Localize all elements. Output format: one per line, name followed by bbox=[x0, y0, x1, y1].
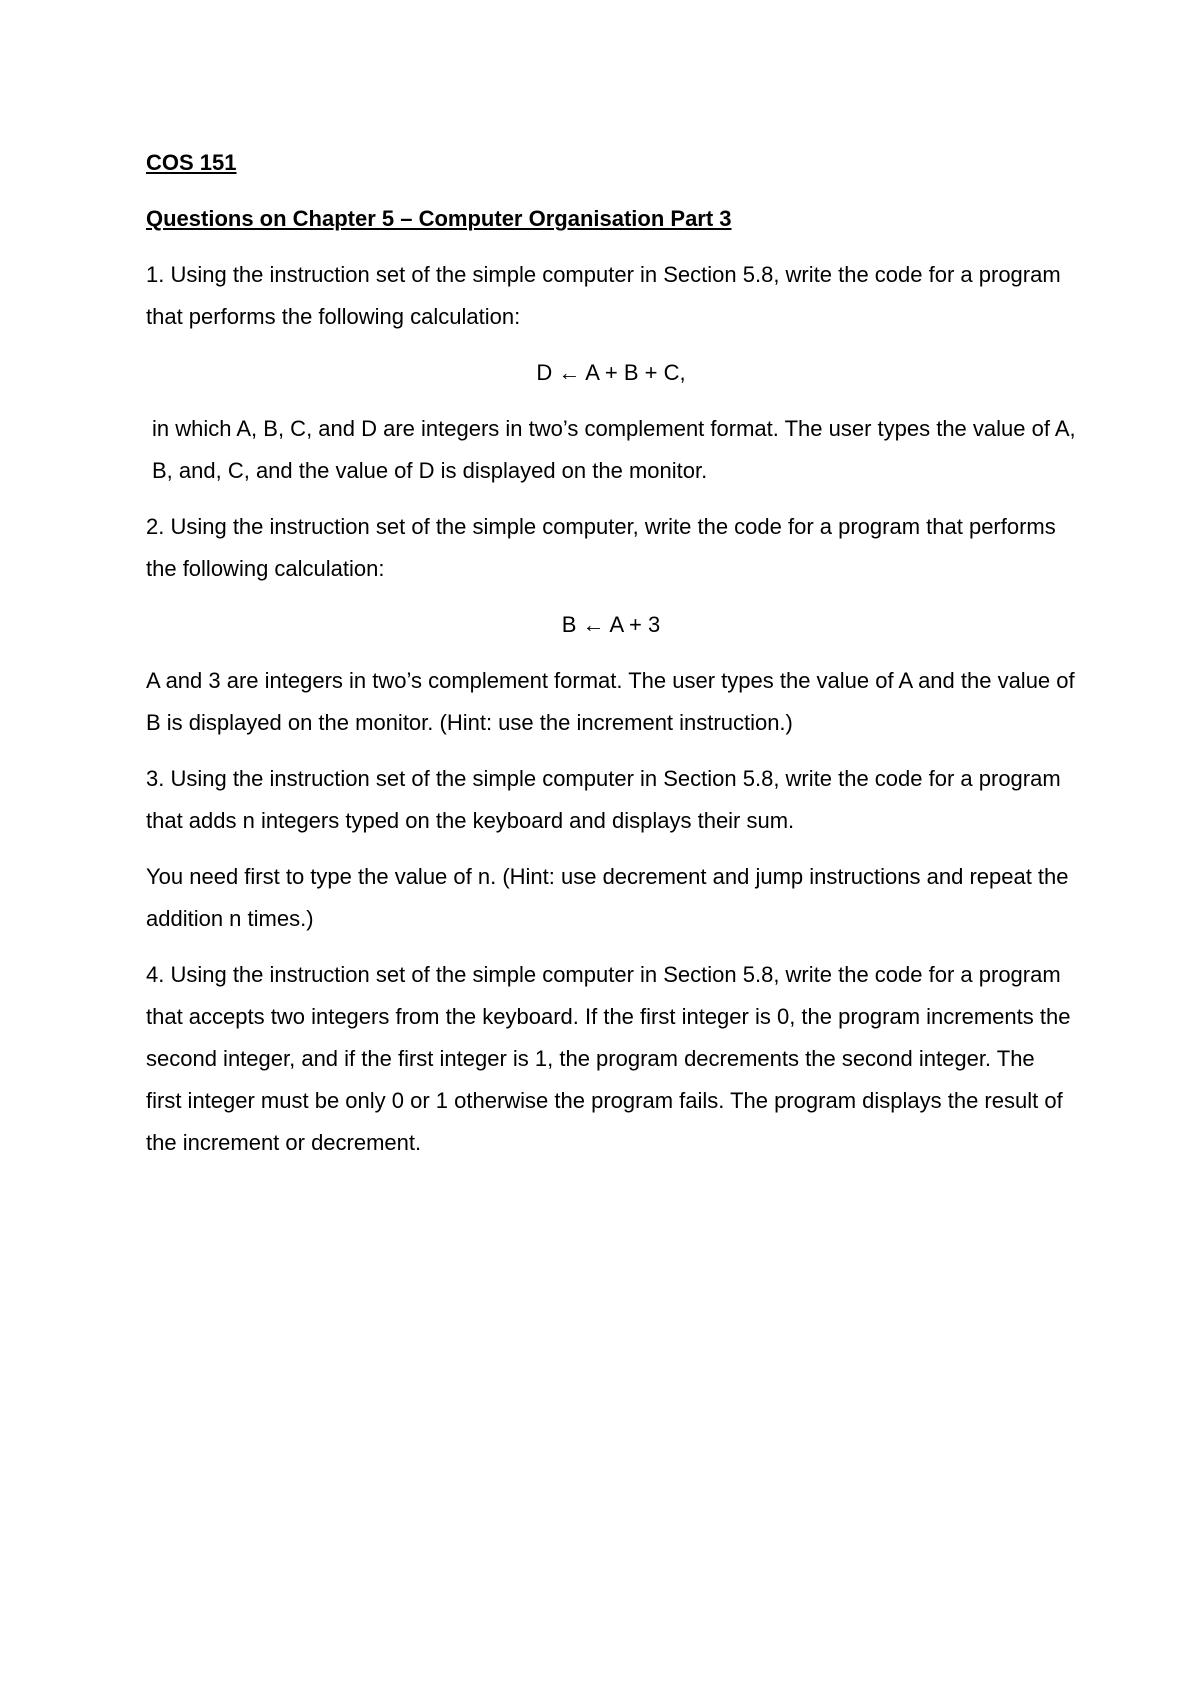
question-3-followup: You need first to type the value of n. (Hint: use decrement and jump instructions and repeat the addition n times.) bbox=[146, 864, 1069, 931]
question-3-text: 3. Using the instruction set of the simple computer in Section 5.8, write the code for a program that adds n integers typed on the keyboard and displays their sum. bbox=[146, 766, 1061, 833]
course-code: COS 151 bbox=[146, 150, 237, 175]
question-2-formula: B ← A + 3 bbox=[561, 612, 661, 637]
question-2-text: 2. Using the instruction set of the simple computer, write the code for a program that performs the following calculation: bbox=[146, 514, 1056, 581]
question-1-formula: D ← A + B + C, bbox=[536, 360, 686, 385]
document-body bbox=[146, 142, 1076, 1178]
question-1-followup: in which A, B, C, and D are integers in two’s complement format. The user types the value of A, B, and, C, and the value of D is displayed on the monitor. bbox=[152, 416, 1076, 483]
question-4-text: 4. Using the instruction set of the simple computer in Section 5.8, write the code for a program that accepts two integers from the keyboard. If the first integer is 0, the program increments the second integer, and if the first integer is 1, the program decrements the second integer. The first integer must be only 0 or 1 otherwise the program fails. The program displays the result of the increment or decrement. bbox=[146, 962, 1071, 1155]
question-1-text: 1. Using the instruction set of the simple computer in Section 5.8, write the code for a program that performs the following calculation: bbox=[146, 262, 1061, 329]
document-title: Questions on Chapter 5 – Computer Organisation Part 3 bbox=[146, 206, 732, 231]
question-2-followup: A and 3 are integers in two’s complement format. The user types the value of A and the value of B is displayed on the monitor. (Hint: use the increment instruction.) bbox=[146, 668, 1075, 735]
